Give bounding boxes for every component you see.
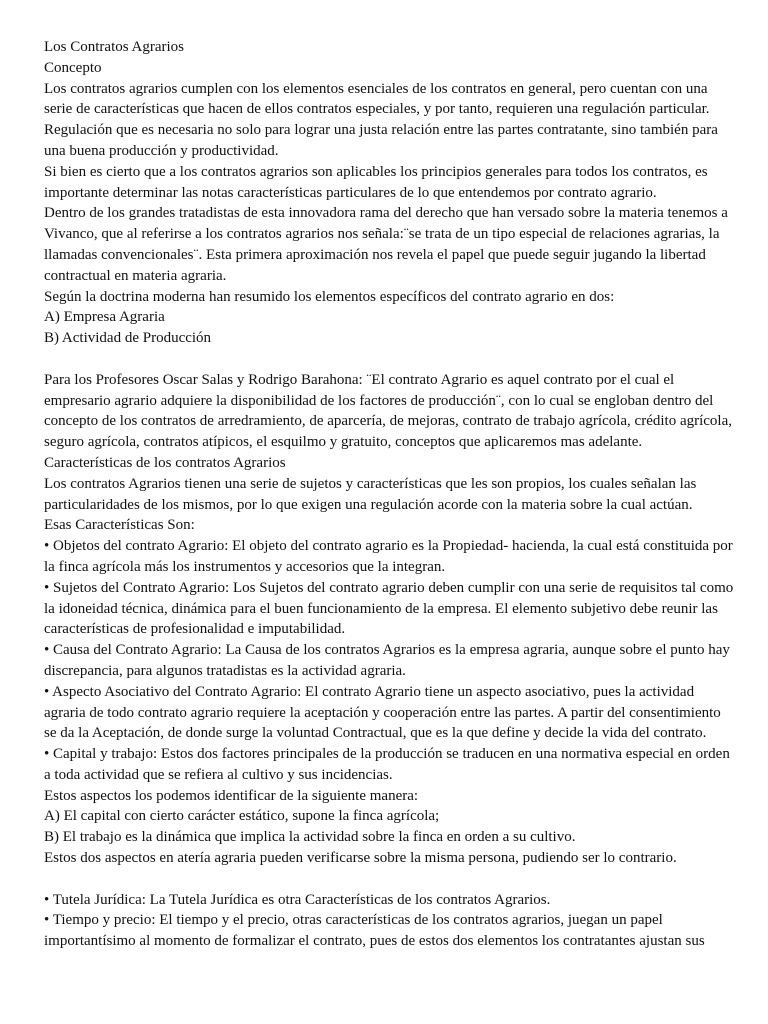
bullet-capital-trabajo: • Capital y trabajo: Estos dos factores principales de la producción se traducen en una normativa especial en orden a toda actividad que se refiera al cultivo y sus incidencias. bbox=[44, 746, 730, 783]
paragraph-principios: Si bien es cierto que a los contratos agrarios son aplicables los principios generales para todos los contratos, es importante determinar las notas características particulares de lo que entendemos por contrato agrario. bbox=[44, 163, 708, 201]
list-item-empresa: A) Empresa Agraria bbox=[44, 309, 165, 326]
list-item-capital: A) El capital con cierto carácter estático, supone la finca agrícola; bbox=[44, 808, 440, 825]
bullet-sujetos: • Sujetos del Contrato Agrario: Los Sujetos del contrato agrario deben cumplir con una serie de requisitos tal como la idoneidad técnica, dinámica para el buen funcionamiento de la empresa. El elemento subjetivo debe reunir las características de profesionalidad e imputabilidad. bbox=[44, 579, 734, 638]
bullet-objetos: • Objetos del contrato Agrario: El objeto del contrato agrario es la Propiedad- hacienda, la cual está constituida por la finca agrícola más los instrumentos y accesorios que la integran. bbox=[44, 538, 733, 575]
bullet-causa: • Causa del Contrato Agrario: La Causa de los contratos Agrarios es la empresa agraria, aunque sobre el punto hay discrepancia, para algunos tratadistas es la actividad agraria. bbox=[44, 642, 730, 679]
paragraph-spacer bbox=[44, 349, 734, 370]
paragraph-aspectos: Estos aspectos los podemos identificar de la siguiente manera: bbox=[44, 787, 419, 804]
paragraph-intro: Los contratos agrarios cumplen con los elementos esenciales de los contratos en general, pero cuentan con una serie de características que hacen de ellos contratos especiales, y por tanto, requieren una regulación particular. Regulación que es necesaria no solo para lograr una justa relación entre las partes contratante, sino también para una buena producción y productividad. bbox=[44, 80, 718, 159]
paragraph-sujetos-caracteristicas: Los contratos Agrarios tienen una serie de sujetos y características que les son propios, los cuales señalan las particularidades de los mismos, por lo que exigen una regulación acorde con la materia sobre la cual actúan. bbox=[44, 475, 697, 513]
paragraph-profesores: Para los Profesores Oscar Salas y Rodrigo Barahona: ¨El contrato Agrario es aquel contrato por el cual el empresario agrario adquiere la disponibilidad de los factores de producción¨, con lo cual se engloban dentro del concepto de los contratos de arredramiento, de aparcería, de mejoras, contrato de trabajo agrícola, crédito agrícola, seguro agrícola, contratos atípicos, el esquilmo y gratuito, conceptos que aplicaremos mas adelante. bbox=[44, 371, 733, 451]
section-heading-caracteristicas: Características de los contratos Agrarios bbox=[44, 454, 286, 471]
paragraph-vivanco: Dentro de los grandes tratadistas de esta innovadora rama del derecho que han versado sobre la materia tenemos a Vivanco, que al referirse a los contratos agrarios nos señala:¨se trata de un tipo especial de relaciones agrarias, la llamadas convencionales¨. Esta primera aproximación nos revela el papel que puede seguir jugando la libertad contractual en materia agraria. bbox=[44, 205, 728, 284]
paragraph-misma-persona: Estos dos aspectos en atería agraria pueden verificarse sobre la misma persona, pudiendo ser lo contrario. bbox=[44, 850, 677, 867]
bullet-asociativo: • Aspecto Asociativo del Contrato Agrario: El contrato Agrario tiene un aspecto asociativo, pues la actividad agraria de todo contrato agrario requiere la aceptación y cooperación entre las partes. A partir del consentimiento se da la Aceptación, de donde surge la voluntad Contractual, que es la que define y decide la vida del contrato. bbox=[44, 683, 721, 742]
bullet-tiempo-precio: • Tiempo y precio: El tiempo y el precio, otras características de los contratos agrarios, juegan un papel importantísimo al momento de formalizar el contrato, pues de estos dos elementos los contratantes ajustan sus bbox=[44, 912, 705, 950]
document-body bbox=[44, 37, 734, 952]
bullet-tutela: • Tutela Jurídica: La Tutela Jurídica es otra Características de los contratos Agrarios. bbox=[44, 891, 551, 908]
paragraph-doctrina: Según la doctrina moderna han resumido los elementos específicos del contrato agrario en dos: bbox=[44, 288, 615, 305]
document-title: Los Contratos Agrarios bbox=[44, 39, 184, 55]
list-item-actividad: B) Actividad de Producción bbox=[44, 330, 212, 347]
list-item-trabajo: B) El trabajo es la dinámica que implica la actividad sobre la finca en orden a su cultivo. bbox=[44, 829, 576, 846]
paragraph-esas-caracteristicas: Esas Características Son: bbox=[44, 517, 195, 534]
section-heading-concepto: Concepto bbox=[44, 59, 102, 76]
paragraph-spacer bbox=[44, 869, 734, 890]
